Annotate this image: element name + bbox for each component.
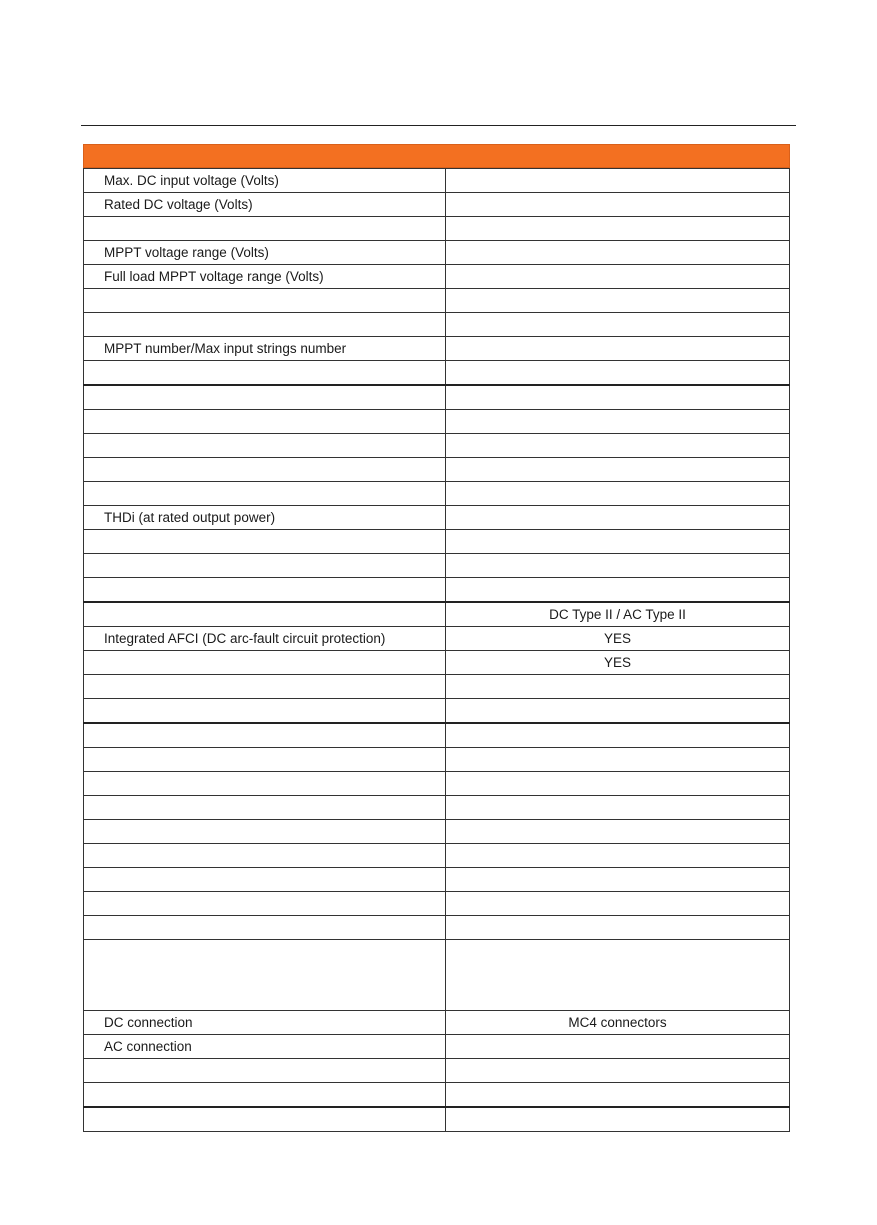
row-value bbox=[446, 217, 790, 241]
row-value bbox=[446, 1035, 790, 1059]
table-row bbox=[84, 651, 790, 675]
table-row bbox=[84, 796, 790, 820]
row-value: MC4 connectors bbox=[446, 1011, 790, 1035]
row-value bbox=[446, 337, 790, 361]
table-row bbox=[84, 820, 790, 844]
row-label bbox=[84, 868, 446, 892]
table-row bbox=[84, 193, 790, 217]
top-rule bbox=[81, 125, 796, 126]
row-label: MPPT voltage range (Volts) bbox=[84, 241, 446, 265]
table-row bbox=[84, 169, 790, 193]
row-value bbox=[446, 241, 790, 265]
table-row bbox=[84, 530, 790, 554]
table-row bbox=[84, 361, 790, 386]
row-label bbox=[84, 675, 446, 699]
table-row bbox=[84, 675, 790, 699]
row-value bbox=[446, 940, 790, 1011]
row-label bbox=[84, 699, 446, 724]
table-row bbox=[84, 772, 790, 796]
row-value bbox=[446, 772, 790, 796]
row-value bbox=[446, 796, 790, 820]
row-value: DC Type II / AC Type II bbox=[446, 602, 790, 627]
table-row bbox=[84, 337, 790, 361]
row-label bbox=[84, 217, 446, 241]
table-row bbox=[84, 482, 790, 506]
row-label: DC connection bbox=[84, 1011, 446, 1035]
table-row bbox=[84, 578, 790, 603]
row-label bbox=[84, 1107, 446, 1132]
row-label bbox=[84, 796, 446, 820]
row-value bbox=[446, 385, 790, 410]
table-row bbox=[84, 916, 790, 940]
table-row bbox=[84, 723, 790, 748]
row-label bbox=[84, 530, 446, 554]
row-label bbox=[84, 844, 446, 868]
spec-table bbox=[83, 144, 790, 1132]
row-value bbox=[446, 434, 790, 458]
row-label bbox=[84, 554, 446, 578]
table-row bbox=[84, 289, 790, 313]
row-label bbox=[84, 1083, 446, 1108]
table-row bbox=[84, 748, 790, 772]
row-label bbox=[84, 772, 446, 796]
row-value bbox=[446, 723, 790, 748]
row-value bbox=[446, 868, 790, 892]
row-value bbox=[446, 289, 790, 313]
row-label bbox=[84, 916, 446, 940]
row-value bbox=[446, 1107, 790, 1132]
table-row bbox=[84, 627, 790, 651]
row-label bbox=[84, 748, 446, 772]
table-row bbox=[84, 1107, 790, 1132]
row-value bbox=[446, 554, 790, 578]
row-value bbox=[446, 482, 790, 506]
row-label bbox=[84, 820, 446, 844]
table-row bbox=[84, 844, 790, 868]
row-label bbox=[84, 892, 446, 916]
row-label bbox=[84, 434, 446, 458]
row-value: YES bbox=[446, 651, 790, 675]
row-value bbox=[446, 578, 790, 603]
row-value bbox=[446, 169, 790, 193]
table-row bbox=[84, 1059, 790, 1083]
table-row bbox=[84, 554, 790, 578]
row-label: Max. DC input voltage (Volts) bbox=[84, 169, 446, 193]
row-label bbox=[84, 410, 446, 434]
table-row bbox=[84, 385, 790, 410]
row-label: Integrated AFCI (DC arc-fault circuit protection) bbox=[84, 627, 446, 651]
row-value bbox=[446, 1059, 790, 1083]
row-label: AC connection bbox=[84, 1035, 446, 1059]
table-row bbox=[84, 1083, 790, 1108]
row-value bbox=[446, 916, 790, 940]
table-row bbox=[84, 892, 790, 916]
row-value bbox=[446, 844, 790, 868]
table-row bbox=[84, 602, 790, 627]
row-value bbox=[446, 458, 790, 482]
row-value bbox=[446, 892, 790, 916]
table-header-bar bbox=[83, 144, 790, 168]
row-value bbox=[446, 361, 790, 386]
row-value bbox=[446, 410, 790, 434]
table-row bbox=[84, 868, 790, 892]
table-row bbox=[84, 410, 790, 434]
row-label bbox=[84, 578, 446, 603]
row-label: Rated DC voltage (Volts) bbox=[84, 193, 446, 217]
row-label bbox=[84, 940, 446, 1011]
row-label bbox=[84, 361, 446, 386]
row-value bbox=[446, 820, 790, 844]
table-row bbox=[84, 940, 790, 1011]
row-label bbox=[84, 289, 446, 313]
table-row bbox=[84, 434, 790, 458]
table-row bbox=[84, 506, 790, 530]
row-label bbox=[84, 458, 446, 482]
table-row bbox=[84, 1035, 790, 1059]
row-value: YES bbox=[446, 627, 790, 651]
table-row bbox=[84, 265, 790, 289]
row-label: THDi (at rated output power) bbox=[84, 506, 446, 530]
table-row bbox=[84, 458, 790, 482]
row-label: Full load MPPT voltage range (Volts) bbox=[84, 265, 446, 289]
table-row bbox=[84, 1011, 790, 1035]
spec-table-body bbox=[83, 168, 790, 1132]
row-value bbox=[446, 313, 790, 337]
row-value bbox=[446, 699, 790, 724]
row-value bbox=[446, 530, 790, 554]
row-value bbox=[446, 193, 790, 217]
row-label: MPPT number/Max input strings number bbox=[84, 337, 446, 361]
table-row bbox=[84, 699, 790, 724]
row-label bbox=[84, 651, 446, 675]
row-value bbox=[446, 1083, 790, 1108]
row-label bbox=[84, 1059, 446, 1083]
row-label bbox=[84, 723, 446, 748]
row-value bbox=[446, 265, 790, 289]
row-value bbox=[446, 506, 790, 530]
row-label bbox=[84, 482, 446, 506]
row-label bbox=[84, 313, 446, 337]
row-label bbox=[84, 602, 446, 627]
row-value bbox=[446, 675, 790, 699]
row-label bbox=[84, 385, 446, 410]
row-value bbox=[446, 748, 790, 772]
table-row bbox=[84, 241, 790, 265]
table-row bbox=[84, 313, 790, 337]
table-row bbox=[84, 217, 790, 241]
